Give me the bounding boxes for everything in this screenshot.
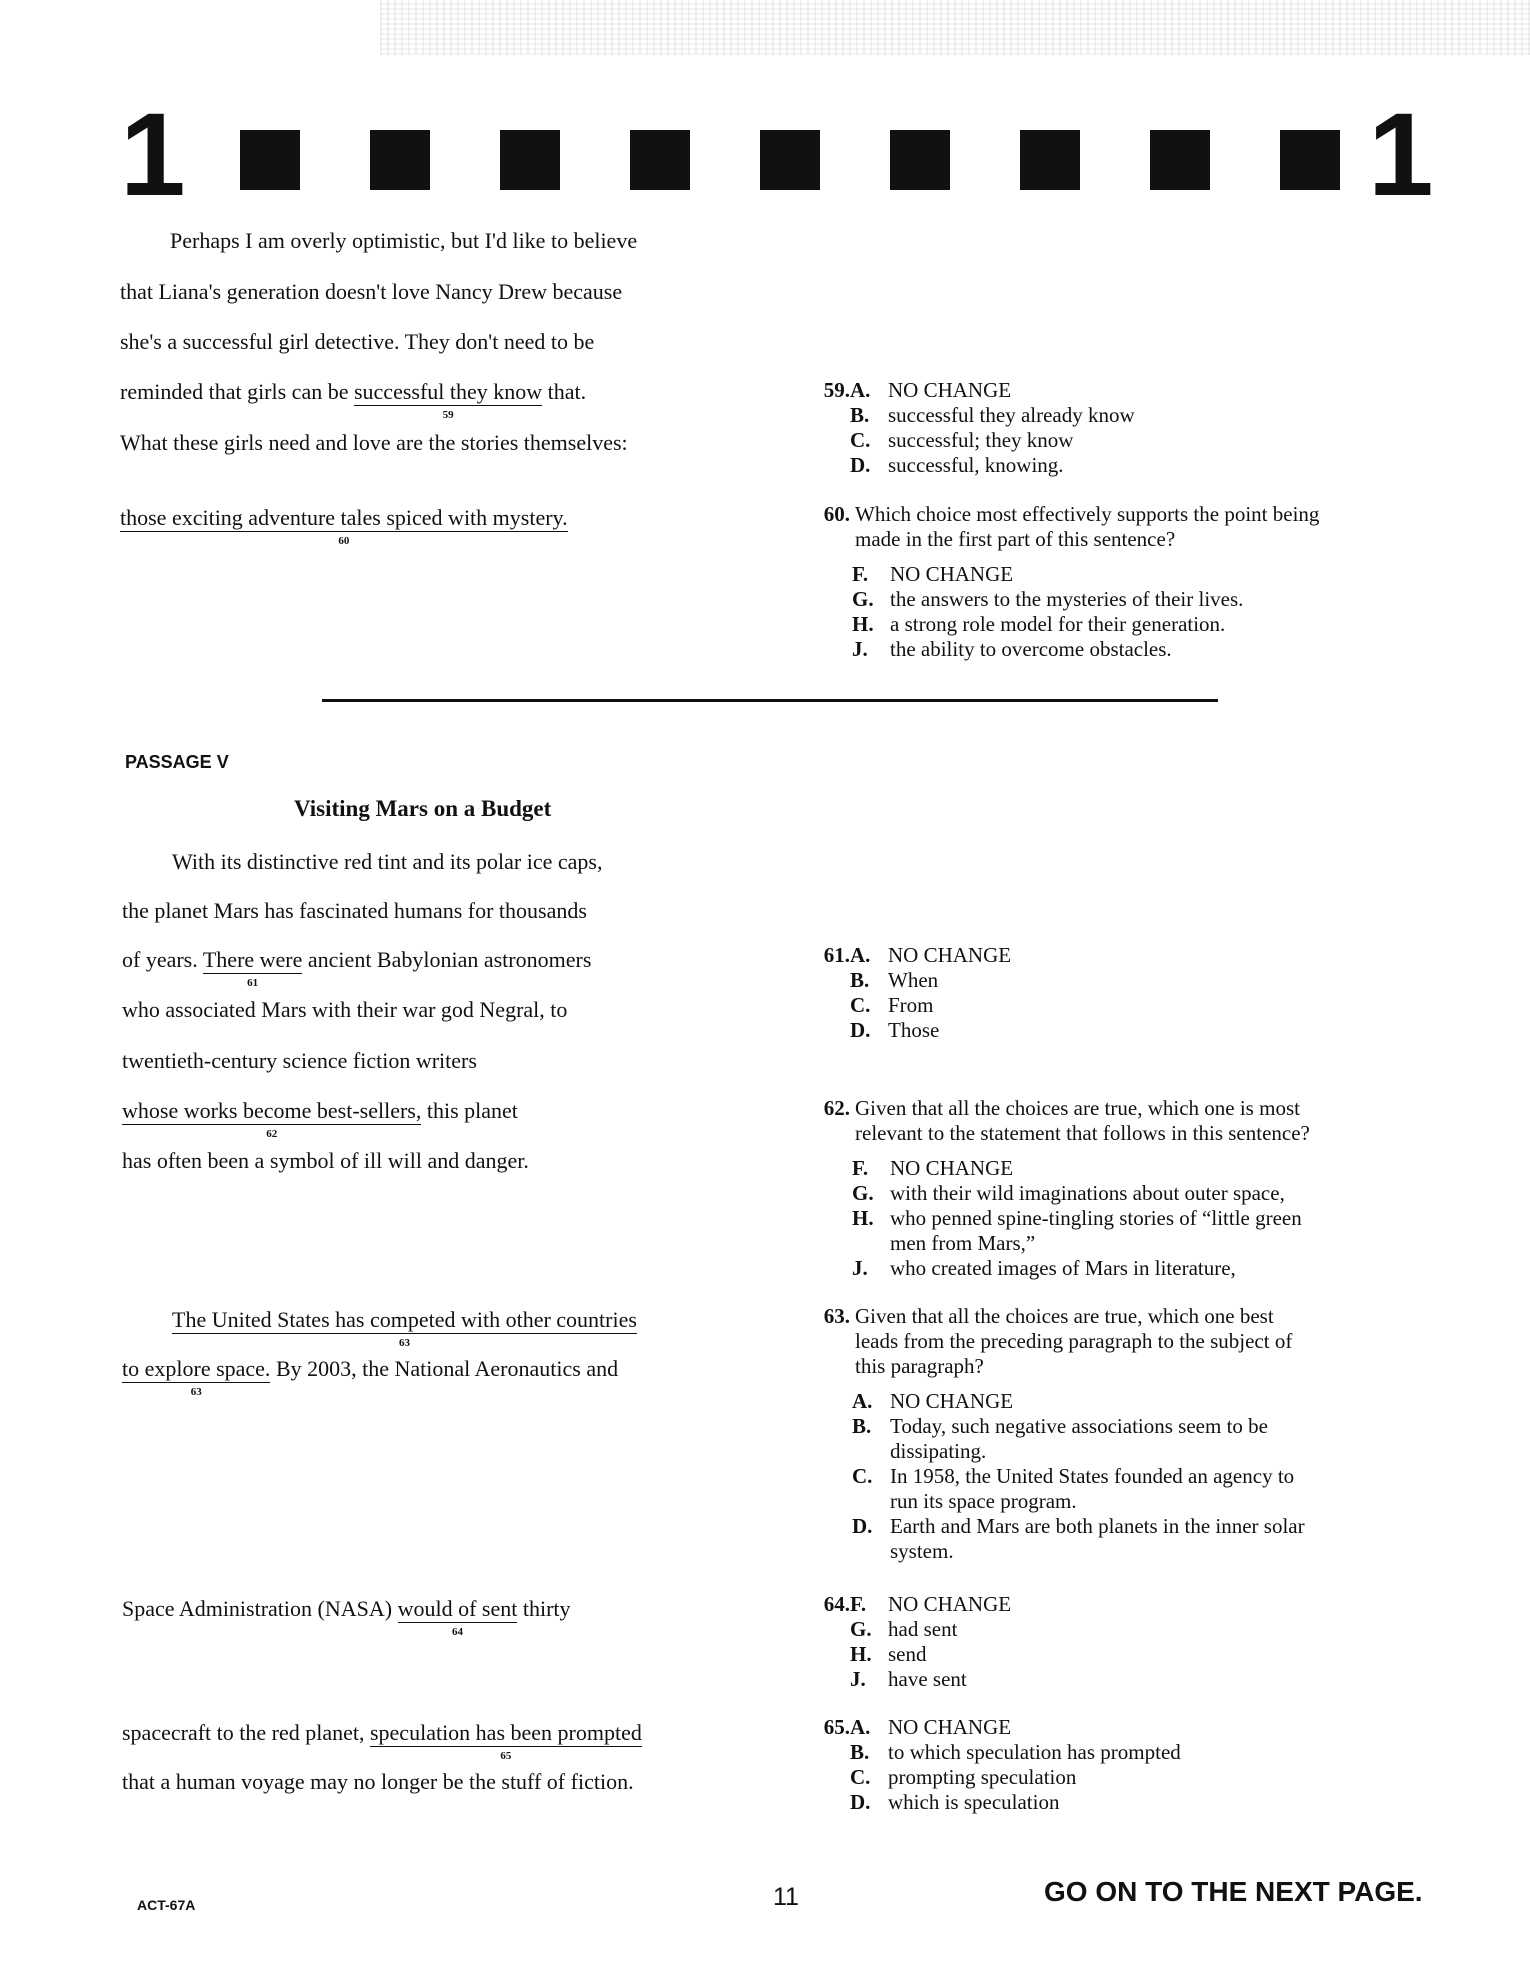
question-number: 59. — [823, 378, 850, 402]
option-letter: G. — [852, 587, 874, 611]
option-text: have sent — [888, 1667, 967, 1691]
passage-text-span: What these girls need and love are the stories themselves: — [120, 430, 628, 455]
answer-option[interactable] — [852, 612, 1225, 637]
answer-option[interactable] — [850, 1592, 1011, 1617]
answer-option[interactable] — [852, 1256, 1236, 1281]
answer-option[interactable] — [852, 1389, 1013, 1414]
question-reference-number: 64 — [451, 1626, 463, 1638]
answer-option[interactable] — [850, 993, 934, 1018]
answer-option[interactable] — [850, 1740, 1181, 1765]
section-marker-square — [500, 130, 560, 190]
option-text: Those — [888, 1018, 940, 1042]
option-letter: F. — [852, 562, 869, 586]
option-letter: A. — [852, 1389, 873, 1413]
question-stem: Given that all the choices are true, which one best — [855, 1304, 1274, 1328]
go-on-next-page: GO ON TO THE NEXT PAGE. — [1044, 1876, 1423, 1907]
option-text: From — [888, 993, 934, 1017]
question-reference-number: 62 — [266, 1128, 278, 1140]
option-text: to which speculation has prompted — [888, 1740, 1181, 1764]
section-marker-square — [1020, 130, 1080, 190]
option-letter: A. — [850, 943, 871, 967]
section-number-right: 1 — [1368, 89, 1434, 221]
passage-line — [120, 279, 622, 305]
option-letter: B. — [852, 1414, 872, 1438]
underlined-portion: would of sent 64 — [397, 1596, 518, 1638]
option-text: NO CHANGE — [888, 943, 1012, 967]
option-letter: C. — [852, 1464, 873, 1488]
form-code: ACT-67A — [137, 1897, 196, 1913]
question-reference-number: 59 — [442, 409, 454, 421]
answer-option[interactable] — [852, 562, 1013, 587]
passage-line — [122, 1356, 619, 1398]
answer-option[interactable] — [850, 453, 1064, 478]
passage-text-span: that Liana's generation doesn't love Nancy Drew because — [120, 279, 623, 304]
answer-option[interactable] — [850, 1765, 1076, 1790]
question-number: 61. — [823, 943, 850, 967]
passage-line — [170, 228, 637, 254]
option-letter: H. — [852, 1206, 874, 1230]
option-letter: B. — [850, 403, 870, 427]
underlined-portion: to explore space. 63 — [122, 1356, 271, 1398]
underlined-portion: successful they know 59 — [353, 379, 543, 421]
option-letter: J. — [852, 1256, 868, 1280]
option-text: NO CHANGE — [890, 562, 1014, 586]
option-letter: B. — [850, 968, 870, 992]
answer-option[interactable] — [850, 1715, 1011, 1740]
passage-text-span: who associated Mars with their war god Negral, to — [122, 997, 568, 1022]
option-text: NO CHANGE — [890, 1156, 1014, 1180]
answer-option[interactable] — [852, 1414, 1268, 1439]
question-number: 64. — [823, 1592, 850, 1616]
question-stem: relevant to the statement that follows in this sentence? — [855, 1121, 1310, 1145]
option-text: successful, knowing. — [888, 453, 1064, 477]
option-text: When — [888, 968, 939, 992]
section-marker-square — [1280, 130, 1340, 190]
passage-line — [122, 947, 592, 989]
question-number: 62. — [823, 1096, 850, 1120]
passage-text-span: spacecraft to the red planet, — [122, 1720, 370, 1745]
passage-text-span: By 2003, the National Aeronautics and — [270, 1356, 619, 1381]
option-letter: D. — [850, 453, 871, 477]
section-marker-square — [370, 130, 430, 190]
option-text: which is speculation — [888, 1790, 1060, 1814]
answer-option[interactable] — [852, 1181, 1285, 1206]
passage-line — [172, 1307, 637, 1349]
passage-line — [122, 1596, 571, 1638]
option-letter: G. — [852, 1181, 874, 1205]
option-letter: F. — [850, 1592, 867, 1616]
question-number: 63. — [823, 1304, 850, 1328]
passage-text-span: she's a successful girl detective. They don't need to be — [120, 329, 595, 354]
option-letter: B. — [850, 1740, 870, 1764]
passage-text-span: has often been a symbol of ill will and danger. — [122, 1148, 529, 1173]
scan-noise — [380, 0, 1530, 55]
option-text-continued: system. — [890, 1539, 954, 1563]
passage-text-span: the planet Mars has fascinated humans for thousands — [122, 898, 587, 923]
option-text-continued: men from Mars,” — [890, 1231, 1036, 1255]
passage-line — [122, 1098, 518, 1140]
option-letter: H. — [852, 612, 874, 636]
answer-option[interactable] — [852, 1156, 1013, 1181]
question-reference-number: 60 — [338, 535, 350, 547]
option-letter: G. — [850, 1617, 872, 1641]
option-letter: D. — [850, 1790, 871, 1814]
option-text: In 1958, the United States founded an agency to — [890, 1464, 1295, 1488]
answer-option[interactable] — [852, 1206, 1302, 1231]
passage-text-span: twentieth-century science fiction writers — [122, 1048, 477, 1073]
underlined-portion: those exciting adventure tales spiced with mystery. 60 — [120, 505, 568, 547]
question-stem: this paragraph? — [855, 1354, 984, 1378]
passage-line — [122, 997, 567, 1023]
passage-text-span: reminded that girls can be — [120, 379, 354, 404]
section-marker-square — [240, 130, 300, 190]
option-letter: C. — [850, 428, 871, 452]
option-text: the ability to overcome obstacles. — [890, 637, 1172, 661]
passage-text-span: Perhaps I am overly optimistic, but I'd like to believe — [170, 228, 638, 253]
underlined-portion: whose works become best-sellers, 62 — [122, 1098, 422, 1140]
question-number: 60. — [823, 502, 850, 526]
passage-line — [172, 849, 602, 875]
passage-line — [122, 898, 587, 924]
option-letter: H. — [850, 1642, 872, 1666]
passage-text-span: thirty — [517, 1596, 571, 1621]
answer-option[interactable] — [850, 968, 938, 993]
passage-text-span: that. — [542, 379, 587, 404]
option-letter: J. — [850, 1667, 866, 1691]
option-text: successful they already know — [888, 403, 1135, 427]
option-letter: C. — [850, 993, 871, 1017]
question-reference-number: 63 — [190, 1386, 202, 1398]
answer-option[interactable] — [850, 1617, 957, 1642]
answer-option[interactable] — [850, 1790, 1059, 1815]
option-text: had sent — [888, 1617, 958, 1641]
passage-text-span: of years. — [122, 947, 203, 972]
option-text-continued: dissipating. — [890, 1439, 987, 1463]
passage-text-span: With its distinctive red tint and its polar ice caps, — [172, 849, 603, 874]
question-reference-number: 65 — [500, 1750, 512, 1762]
question-reference-number: 61 — [247, 977, 259, 989]
option-letter: D. — [850, 1018, 871, 1042]
section-marker-square — [1150, 130, 1210, 190]
option-letter: A. — [850, 1715, 871, 1739]
section-marker-square — [630, 130, 690, 190]
option-text: prompting speculation — [888, 1765, 1077, 1789]
option-text: the answers to the mysteries of their lives. — [890, 587, 1244, 611]
answer-option[interactable] — [850, 403, 1135, 428]
option-text: with their wild imaginations about outer space, — [890, 1181, 1285, 1205]
answer-option[interactable] — [852, 1514, 1305, 1539]
option-text: who created images of Mars in literature, — [890, 1256, 1236, 1280]
passage-title: Visiting Mars on a Budget — [294, 796, 552, 821]
question-stem: Given that all the choices are true, which one is most — [855, 1096, 1300, 1120]
answer-option[interactable] — [850, 1018, 939, 1043]
passage-label: PASSAGE V — [125, 752, 229, 772]
option-text: NO CHANGE — [888, 1715, 1012, 1739]
answer-option[interactable] — [852, 637, 1172, 662]
question-stem: Which choice most effectively supports the point being — [855, 502, 1320, 526]
section-number-left: 1 — [120, 89, 186, 221]
passage-divider — [322, 699, 1218, 702]
passage-line — [120, 505, 568, 547]
option-letter: F. — [852, 1156, 869, 1180]
option-text: NO CHANGE — [890, 1389, 1014, 1413]
answer-option[interactable] — [850, 1667, 967, 1692]
question-stem: made in the first part of this sentence? — [855, 527, 1176, 551]
option-letter: C. — [850, 1765, 871, 1789]
passage-line — [122, 1148, 529, 1174]
answer-option[interactable] — [852, 587, 1243, 612]
question-reference-number: 63 — [398, 1337, 410, 1349]
option-letter: A. — [850, 378, 871, 402]
passage-line — [122, 1720, 642, 1762]
option-text: who penned spine-tingling stories of “little green — [890, 1206, 1302, 1230]
passage-line — [120, 329, 594, 355]
section-marker-square — [890, 130, 950, 190]
question-number: 65. — [823, 1715, 850, 1739]
option-text: a strong role model for their generation. — [890, 612, 1226, 636]
section-marker-square — [760, 130, 820, 190]
option-text: send — [888, 1642, 927, 1666]
option-letter: D. — [852, 1514, 873, 1538]
option-text: Today, such negative associations seem to be — [890, 1414, 1268, 1438]
option-letter: J. — [852, 637, 868, 661]
option-text: NO CHANGE — [888, 1592, 1012, 1616]
passage-line — [120, 430, 628, 456]
passage-text-span: that a human voyage may no longer be the stuff of fiction. — [122, 1769, 634, 1794]
underlined-portion: There were 61 — [202, 947, 303, 989]
option-text: NO CHANGE — [888, 378, 1012, 402]
passage-line — [122, 1769, 634, 1795]
passage-line — [120, 379, 587, 421]
answer-option[interactable] — [852, 1464, 1294, 1489]
question-stem: leads from the preceding paragraph to the subject of — [855, 1329, 1293, 1353]
answer-option[interactable] — [850, 378, 1011, 403]
answer-option[interactable] — [850, 1642, 927, 1667]
passage-line — [122, 1048, 477, 1074]
passage-text-span: ancient Babylonian astronomers — [302, 947, 592, 972]
option-text: successful; they know — [888, 428, 1074, 452]
answer-option[interactable] — [850, 943, 1011, 968]
passage-text-span: Space Administration (NASA) — [122, 1596, 398, 1621]
passage-text-span: this planet — [421, 1098, 518, 1123]
option-text: Earth and Mars are both planets in the inner solar — [890, 1514, 1305, 1538]
underlined-portion: speculation has been prompted 65 — [369, 1720, 642, 1762]
option-text-continued: run its space program. — [890, 1489, 1077, 1513]
page-number: 11 — [773, 1883, 799, 1911]
underlined-portion: The United States has competed with other countries 63 — [172, 1307, 637, 1349]
answer-option[interactable] — [850, 428, 1073, 453]
